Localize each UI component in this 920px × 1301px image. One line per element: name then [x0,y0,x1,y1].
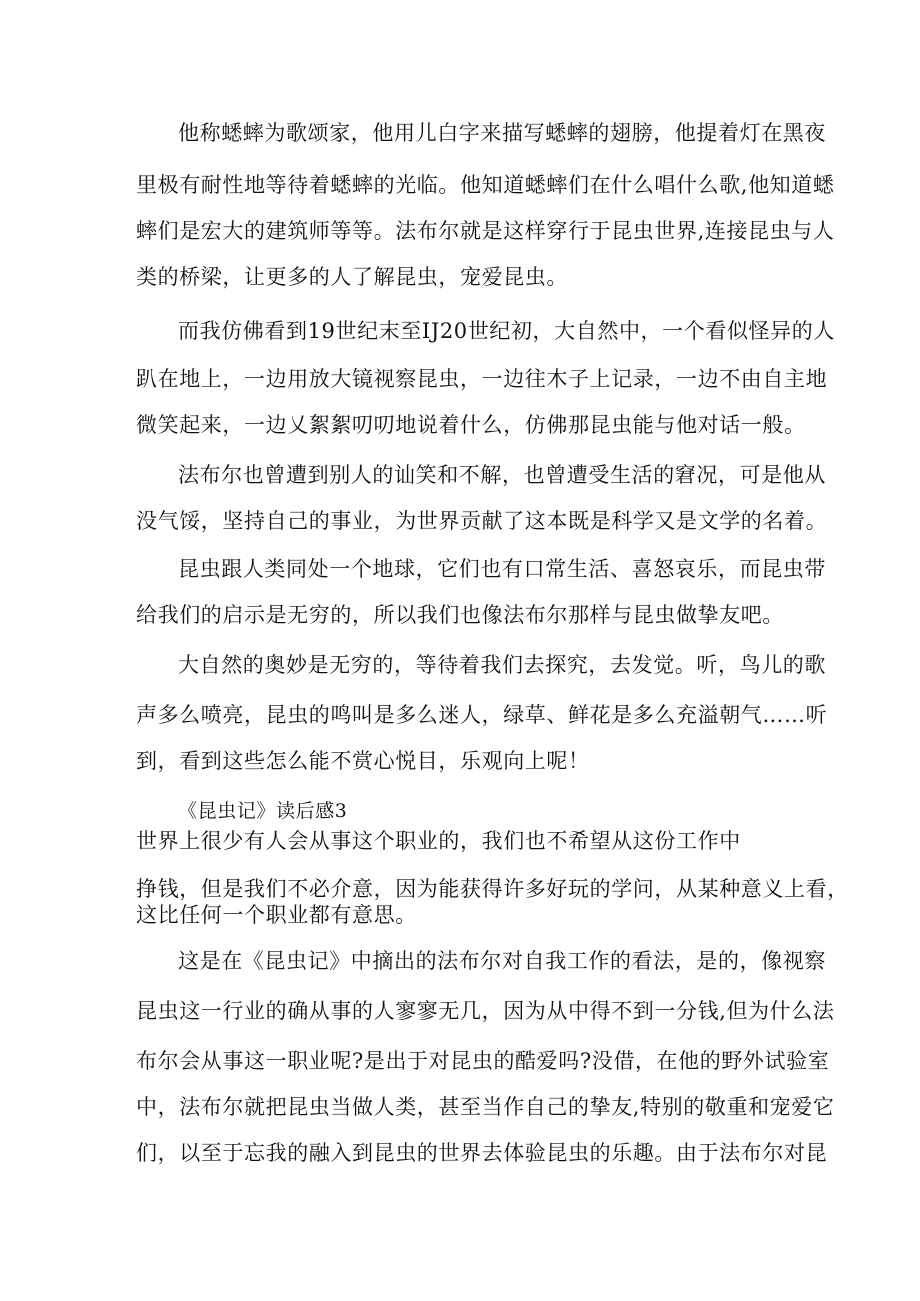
paragraph-7-line-5: 们，以至于忘我的融入到昆虫的世界去体验昆虫的乐趣。由于法布尔对昆 [136,1141,828,1165]
paragraph-1-line-3: 蟀们是宏大的建筑师等等。法布尔就是这样穿行于昆虫世界,连接昆虫与人 [136,219,835,243]
paragraph-2-line-1: 而我仿佛看到19世纪末至IJ20世纪初，大自然中，一个看似怪异的人 [178,319,835,343]
paragraph-6-line-2: 挣钱，但是我们不必介意，因为能获得许多好玩的学问，从某种意义上看， [136,877,849,901]
paragraph-4-line-1: 昆虫跟人类同处一个地球，它们也有口常生活、喜怒哀乐，而昆虫带 [178,557,826,581]
paragraph-7-line-3: 布尔会从事这一职业呢?是出于对昆虫的酷爱吗?没借，在他的野外试验室 [136,1049,830,1073]
paragraph-6-line-3: 这比任何一个职业都有意思。 [136,903,417,927]
paragraph-4-line-2: 给我们的启示是无穷的，所以我们也像法布尔那样与昆虫做挚友吧。 [136,603,784,627]
section-subtitle: 《昆虫记》读后感3 [178,800,348,822]
paragraph-2-line-2: 趴在地上，一边用放大镜视察昆虫，一边往木子上记录，一边不由自主地 [136,367,828,391]
paragraph-6-line-1: 世界上很少有人会从事这个职业的，我们也不希望从这份工作中 [136,829,741,853]
paragraph-3-line-2: 没气馁，坚持自己的事业，为世界贡献了这本既是科学又是文学的名着。 [136,509,828,533]
paragraph-5-line-3: 到，看到这些怎么能不赏心悦目，乐观向上呢！ [136,749,590,773]
paragraph-5-line-2: 声多么喷亮，昆虫的鸣叫是多么迷人，绿草、鲜花是多么充溢朝气……听 [136,703,828,727]
paragraph-1-line-4: 类的桥梁，让更多的人了解昆虫，宠爱昆虫。 [136,265,568,289]
paragraph-7-line-4: 中，法布尔就把昆虫当做人类，甚至当作自己的挚友,特别的敬重和宠爱它 [136,1095,835,1119]
paragraph-1-line-1: 他称蟋蟀为歌颂家，他用儿白字来描写蟋蟀的翅膀，他提着灯在黑夜 [178,121,826,145]
paragraph-7-line-1: 这是在《昆虫记》中摘出的法布尔对自我工作的看法，是的，像视察 [178,949,826,973]
paragraph-1-line-2: 里极有耐性地等待着蟋蟀的光临。他知道蟋蟀们在什么唱什么歌,他知道蟋 [136,173,835,197]
paragraph-5-line-1: 大自然的奥妙是无穷的，等待着我们去探究，去发觉。听，鸟儿的歌 [178,653,826,677]
paragraph-7-line-2: 昆虫这一行业的确从事的人寥寥无几，因为从中得不到一分钱,但为什么法 [136,999,835,1023]
paragraph-3-line-1: 法布尔也曾遭到别人的讪笑和不解，也曾遭受生活的窘况，可是他从 [178,463,826,487]
paragraph-2-line-3: 微笑起来，一边乂絮絮叨叨地说着什么，仿佛那昆虫能与他对话一般。 [136,413,806,437]
